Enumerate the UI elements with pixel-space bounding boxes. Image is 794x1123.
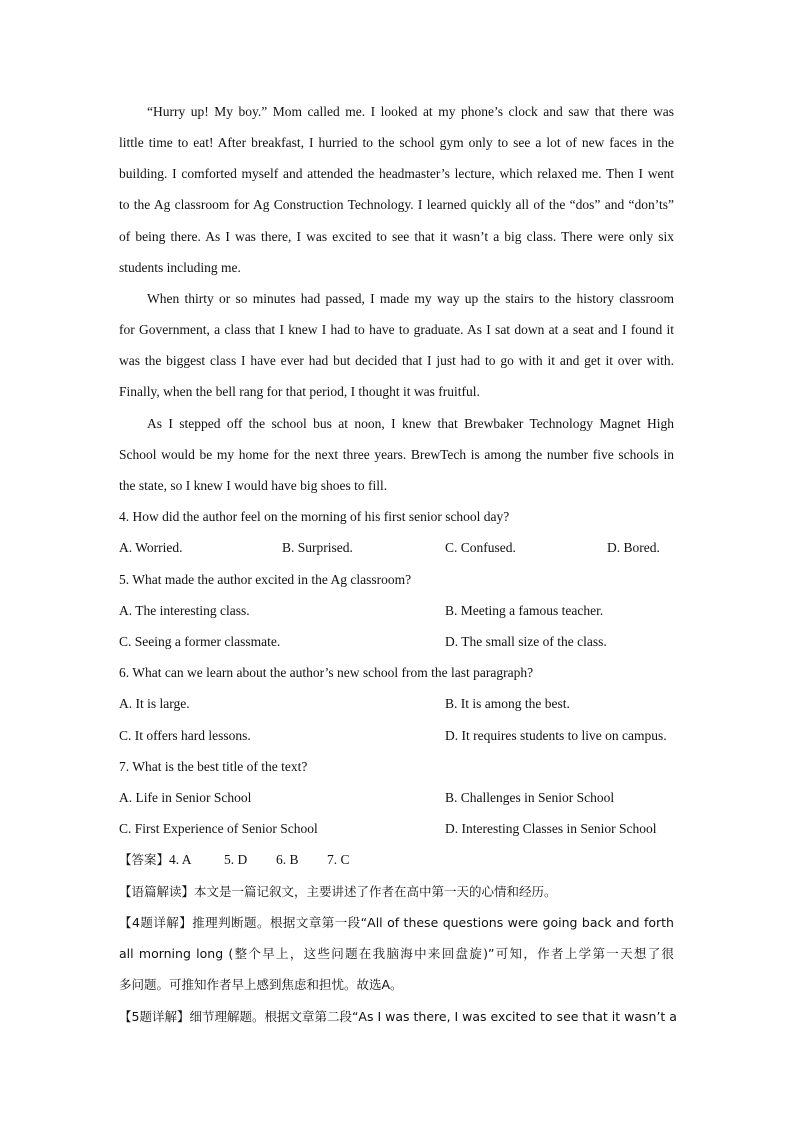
passage-line: As I stepped off the school bus at noon, I knew that Brewbaker Technology Magnet High bbox=[147, 416, 674, 431]
option-b: B. Meeting a famous teacher. bbox=[445, 603, 604, 618]
option-b: B. Surprised. bbox=[282, 540, 353, 555]
option-a: A. It is large. bbox=[119, 696, 190, 711]
passage-line: to the Ag classroom for Ag Construction Technology. I learned quickly all of the “dos” and “don’ts” bbox=[119, 197, 674, 212]
question-stem: 7. What is the best title of the text? bbox=[119, 759, 308, 774]
answer-line bbox=[119, 852, 674, 868]
answer-item: 6. B bbox=[276, 852, 299, 867]
option-a: A. Worried. bbox=[119, 540, 183, 555]
passage-line: Finally, when the bell rang for that period, I thought it was fruitful. bbox=[119, 384, 480, 399]
question-stem: 4. How did the author feel on the morning of his first senior school day? bbox=[119, 509, 510, 524]
option-d: D. Interesting Classes in Senior School bbox=[445, 821, 657, 836]
analysis-intro bbox=[119, 884, 674, 900]
option-c: C. Seeing a former classmate. bbox=[119, 634, 281, 649]
analysis-intro-label: 【语篇解读】 bbox=[119, 884, 195, 899]
option-b: B. Challenges in Senior School bbox=[445, 790, 615, 805]
q4-analysis-line bbox=[119, 915, 674, 931]
q5-label: 【5题详解】 bbox=[119, 1009, 190, 1024]
option-a: A. Life in Senior School bbox=[119, 790, 252, 805]
passage-line: little time to eat! After breakfast, I hurried to the school gym only to see a lot of new faces in the bbox=[119, 135, 674, 150]
question-stem: 5. What made the author excited in the Ag classroom? bbox=[119, 572, 412, 587]
passage-line: “Hurry up! My boy.” Mom called me. I looked at my phone’s clock and saw that there was bbox=[147, 104, 674, 119]
q4-text: 推理判断题。根据文章第一段“All of these questions were going back and forth bbox=[192, 915, 674, 930]
passage-line: of being there. As I was there, I was excited to see that it wasn’t a big class. There were only six bbox=[119, 229, 674, 244]
answer-item: 7. C bbox=[327, 852, 350, 867]
q5-analysis-line bbox=[119, 1009, 677, 1025]
passage-line: School would be my home for the next three years. BrewTech is among the number five schools in bbox=[119, 447, 674, 462]
passage-line: When thirty or so minutes had passed, I made my way up the stairs to the history classroom bbox=[147, 291, 674, 306]
passage-line: the state, so I knew I would have big shoes to fill. bbox=[119, 478, 388, 493]
option-c: C. It offers hard lessons. bbox=[119, 728, 251, 743]
option-b: B. It is among the best. bbox=[445, 696, 570, 711]
q4-analysis-line: 多问题。可推知作者早上感到焦虑和担忧。故选A。 bbox=[119, 977, 403, 992]
option-d: D. It requires students to live on campus. bbox=[445, 728, 667, 743]
answer-label: 【答案】 bbox=[119, 852, 170, 867]
analysis-intro-text: 本文是一篇记叙文，主要讲述了作者在高中第一天的心情和经历。 bbox=[194, 884, 557, 899]
passage-line: students including me. bbox=[119, 260, 241, 275]
passage-line: for Government, a class that I knew I had to have to graduate. As I sat down at a seat and I found it bbox=[119, 322, 674, 337]
option-c: C. Confused. bbox=[445, 540, 516, 555]
question-stem: 6. What can we learn about the author’s new school from the last paragraph? bbox=[119, 665, 534, 680]
option-d: D. The small size of the class. bbox=[445, 634, 607, 649]
answer-item: 4. A bbox=[169, 852, 192, 867]
q4-label: 【4题详解】 bbox=[119, 915, 193, 930]
option-c: C. First Experience of Senior School bbox=[119, 821, 318, 836]
option-d: D. Bored. bbox=[607, 540, 660, 555]
option-a: A. The interesting class. bbox=[119, 603, 250, 618]
q4-analysis-line: all morning long (整个早上，这些问题在我脑海中来回盘旋)”可知，作者上学第一天想了很 bbox=[119, 946, 674, 961]
q5-text: 细节理解题。根据文章第二段“As I was there, I was excited to see that it wasn’t a bbox=[189, 1009, 677, 1024]
passage-line: building. I comforted myself and attended the headmaster’s lecture, which relaxed me. Then I went bbox=[119, 166, 674, 181]
passage-line: was the biggest class I have ever had but decided that I just had to go with it and get it over with. bbox=[119, 353, 674, 368]
answer-item: 5. D bbox=[224, 852, 248, 867]
